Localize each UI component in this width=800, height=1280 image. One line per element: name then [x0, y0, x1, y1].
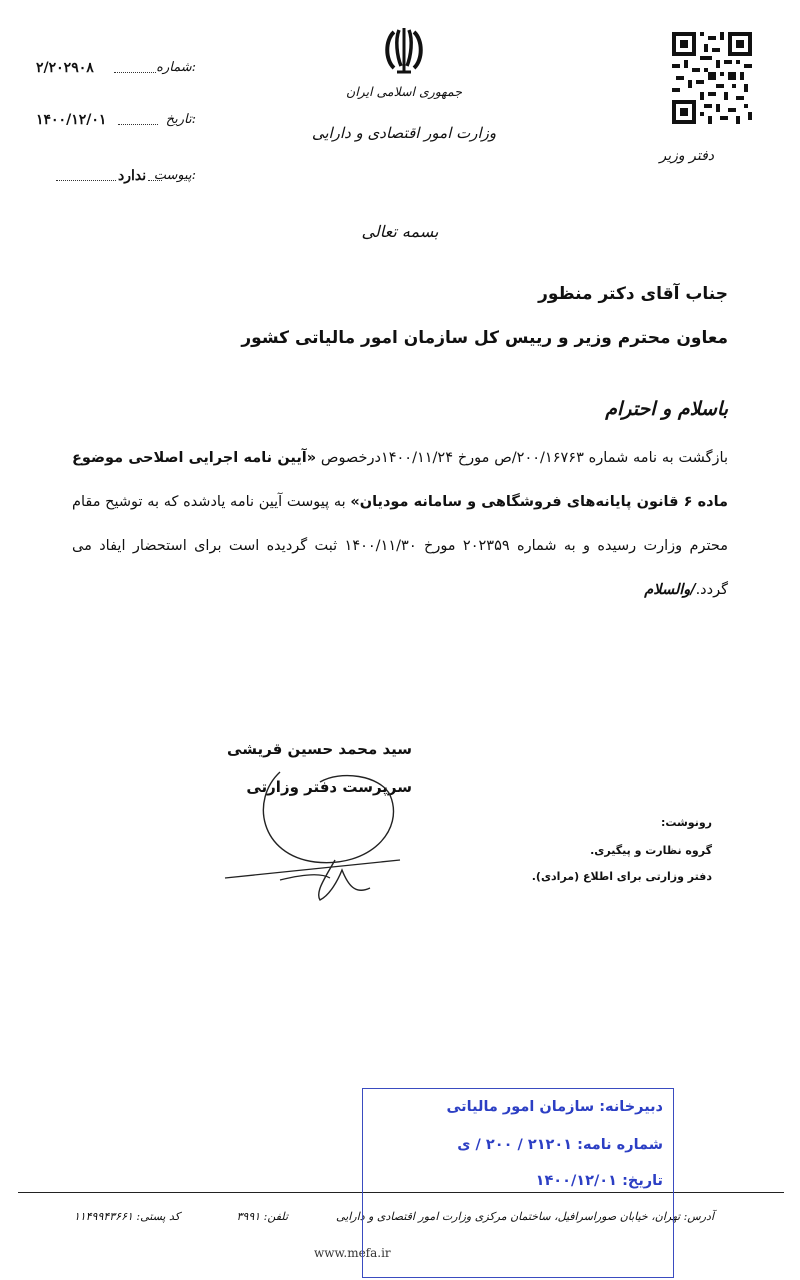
letter-attachment-label: پیوست: — [153, 168, 196, 183]
stamp-office: دبیرخانه: سازمان امور مالیاتی — [446, 1099, 663, 1115]
footer-phone: تلفن: ۳۹۹۱ — [236, 1210, 288, 1223]
minister-office-label: دفتر وزیر — [659, 148, 714, 164]
cc-recipient: گروه نظارت و پیگیری. — [590, 844, 712, 857]
addressee-title: معاون محترم وزیر و رییس کل سازمان امور مالیاتی کشور — [241, 328, 728, 348]
letter-date-label: تاریخ: — [165, 112, 196, 127]
bismillah: بسمه تعالی — [361, 222, 439, 241]
qr-code — [672, 32, 752, 124]
secretariat-stamp — [362, 1088, 674, 1278]
letter-number-value: ۲/۲۰۲۹۰۸ — [36, 60, 94, 76]
footer-website: www.mefa.ir — [314, 1246, 391, 1260]
dotted-leader — [118, 124, 158, 125]
letter-date — [36, 110, 196, 134]
country-name: جمهوری اسلامی ایران — [346, 84, 462, 99]
signatory-title: سرپرست دفتر وزارتی — [246, 778, 412, 796]
letter-attachment — [36, 166, 196, 190]
body-subject-bold: «آیین نامه اجرایی اصلاحی موضوع ماده ۶ قانون پایانه‌های فروشگاهی و سامانه مودیان» — [72, 450, 728, 510]
handwritten-signature — [220, 760, 420, 910]
ministry-name: وزارت امور اقتصادی و دارایی — [311, 124, 497, 142]
footer-address: آدرس: تهران، خیابان صوراسرافیل، ساختمان مرکزی وزارت امور اقتصادی و دارایی — [336, 1210, 714, 1223]
letter-number-label: شماره: — [156, 60, 196, 75]
footer-postal-code: کد پستی: ۱۱۴۹۹۴۳۶۶۱ — [73, 1210, 180, 1223]
letter-body — [72, 436, 728, 612]
cc-recipient: دفتر وزارتی برای اطلاع (مرادی). — [531, 870, 712, 883]
cc-heading: رونوشت: — [660, 816, 712, 829]
letter-attachment-value: ندارد — [118, 168, 147, 184]
addressee-name: جناب آقای دکتر منظور — [538, 284, 728, 304]
signatory-name: سید محمد حسین قریشی — [227, 740, 412, 758]
dotted-leader — [114, 72, 156, 73]
letter-number — [36, 58, 196, 82]
greeting: باسلام و احترام — [605, 398, 728, 420]
iran-emblem-icon — [381, 26, 427, 82]
dotted-leader — [56, 180, 116, 181]
body-part-2: به پیوست آیین نامه یادشده که به توشیح مقام محترم وزارت رسیده و به شماره ۲۰۲۳۵۹ مورخ ۱۴۰۰/۱۱/۳۰ ثبت گردیده است برای استحضار ایفاد می گردد. — [72, 494, 728, 598]
body-closing: /والسلام — [644, 581, 696, 598]
letter-date-value: ۱۴۰۰/۱۲/۰۱ — [36, 112, 107, 128]
stamp-letter-number: شماره نامه: ۲۱۲۰۱ / ۲۰۰ / ی — [457, 1137, 663, 1153]
body-part-1: بازگشت به نامه شماره ۲۰۰/۱۶۷۶۳/ص مورخ ۱۴۰۰/۱۱/۲۴درخصوص — [316, 450, 728, 466]
stamp-date: تاریخ: ۱۴۰۰/۱۲/۰۱ — [535, 1173, 663, 1189]
